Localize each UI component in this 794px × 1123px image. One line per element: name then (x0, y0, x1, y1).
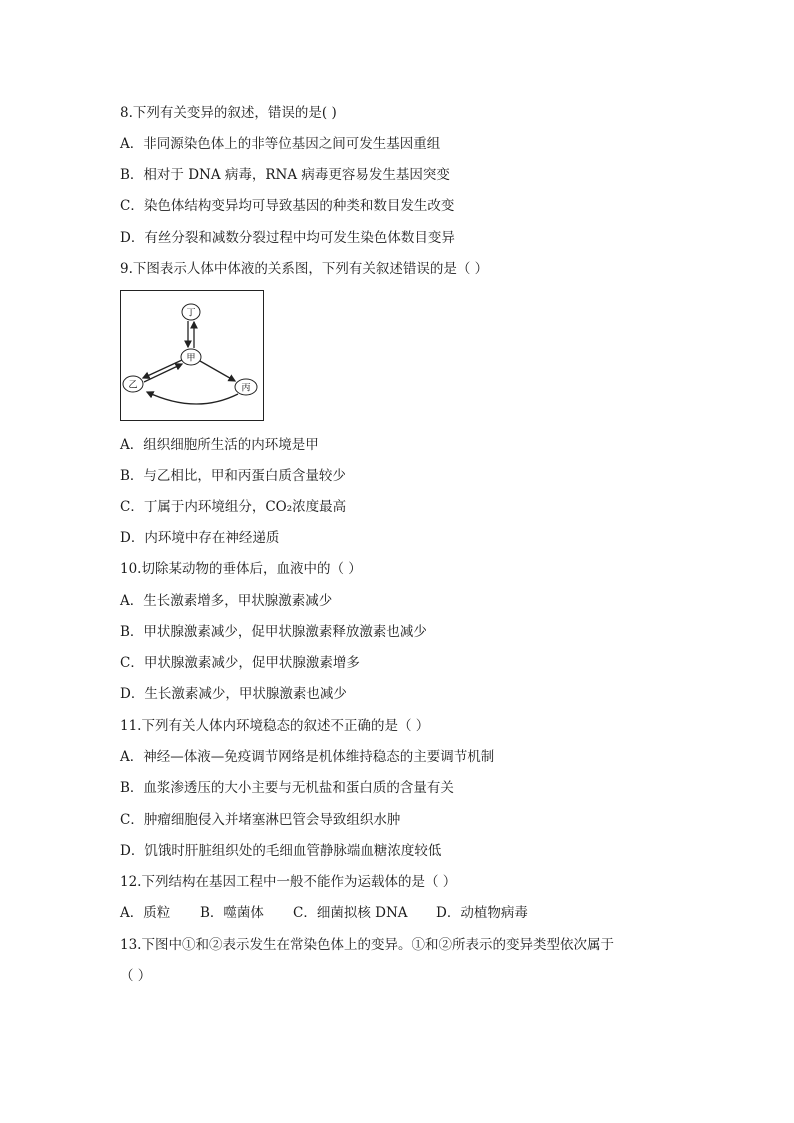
node-ding (182, 304, 200, 320)
question-12-option-b: B．噬菌体 (200, 905, 264, 921)
question-12-option-c: C．细菌拟核 DNA (293, 905, 408, 921)
body-fluid-diagram-svg (121, 291, 265, 422)
question-8-option-d: D．有丝分裂和减数分裂过程中均可发生染色体数目变异 (120, 230, 455, 246)
question-10-option-a: A．生长激素增多，甲状腺激素减少 (120, 593, 333, 609)
question-11-stem: 11.下列有关人体内环境稳态的叙述不正确的是（ ） (120, 718, 430, 734)
question-10-stem: 10.切除某动物的垂体后，血液中的（ ） (120, 561, 362, 577)
question-9-option-b: B．与乙相比，甲和丙蛋白质含量较少 (120, 468, 346, 484)
question-12-options-row (120, 904, 528, 922)
question-9-option-c: C．丁属于内环境组分，CO₂浓度最高 (120, 499, 347, 515)
question-10-option-d: D．生长激素减少，甲状腺激素也减少 (120, 686, 347, 702)
question-12-option-d: D．动植物病毒 (436, 905, 528, 921)
question-11-option-d: D．饥饿时肝脏组织处的毛细血管静脉端血糖浓度较低 (120, 843, 442, 859)
question-11-option-a: A．神经—体液—免疫调节网络是机体维持稳态的主要调节机制 (120, 749, 495, 765)
question-12-option-a: A．质粒 (120, 905, 171, 921)
node-ding-label: 丁 (186, 308, 196, 319)
node-yi (123, 376, 143, 392)
body-fluid-diagram (120, 290, 264, 421)
arrow-jia-to-yi (143, 360, 182, 378)
node-jia (181, 349, 201, 365)
question-13-stem: 13.下图中①和②表示发生在常染色体上的变异。①和②所表示的变异类型依次属于 (120, 937, 614, 953)
node-jia-label: 甲 (186, 353, 196, 364)
arrow-jia-to-bing (200, 361, 235, 381)
arrow-bing-to-yi (147, 392, 238, 404)
node-bing-label: 丙 (241, 383, 251, 394)
question-10-option-c: C．甲状腺激素减少，促甲状腺激素增多 (120, 655, 360, 671)
question-8-stem: 8.下列有关变异的叙述，错误的是( ) (120, 105, 337, 121)
question-11-option-b: B．血浆渗透压的大小主要与无机盐和蛋白质的含量有关 (120, 780, 454, 796)
question-8-option-c: C．染色体结构变异均可导致基因的种类和数目发生改变 (120, 198, 455, 214)
question-13-stem-continuation: （ ） (120, 968, 152, 984)
question-8-option-a: A．非同源染色体上的非等位基因之间可发生基因重组 (120, 136, 441, 152)
question-8-option-b: B．相对于 DNA 病毒，RNA 病毒更容易发生基因突变 (120, 167, 450, 183)
question-12-stem: 12.下列结构在基因工程中一般不能作为运载体的是（ ） (120, 874, 457, 890)
arrow-yi-to-jia (144, 364, 182, 382)
node-yi-label: 乙 (128, 380, 138, 391)
question-9-stem: 9.下图表示人体中体液的关系图，下列有关叙述错误的是（ ） (120, 261, 489, 277)
question-9-option-a: A．组织细胞所生活的内环境是甲 (120, 437, 319, 453)
question-9-option-d: D．内环境中存在神经递质 (120, 530, 280, 546)
question-10-option-b: B．甲状腺激素减少，促甲状腺激素释放激素也减少 (120, 624, 427, 640)
node-bing (235, 379, 257, 395)
question-11-option-c: C．肿瘤细胞侵入并堵塞淋巴管会导致组织水肿 (120, 812, 401, 828)
